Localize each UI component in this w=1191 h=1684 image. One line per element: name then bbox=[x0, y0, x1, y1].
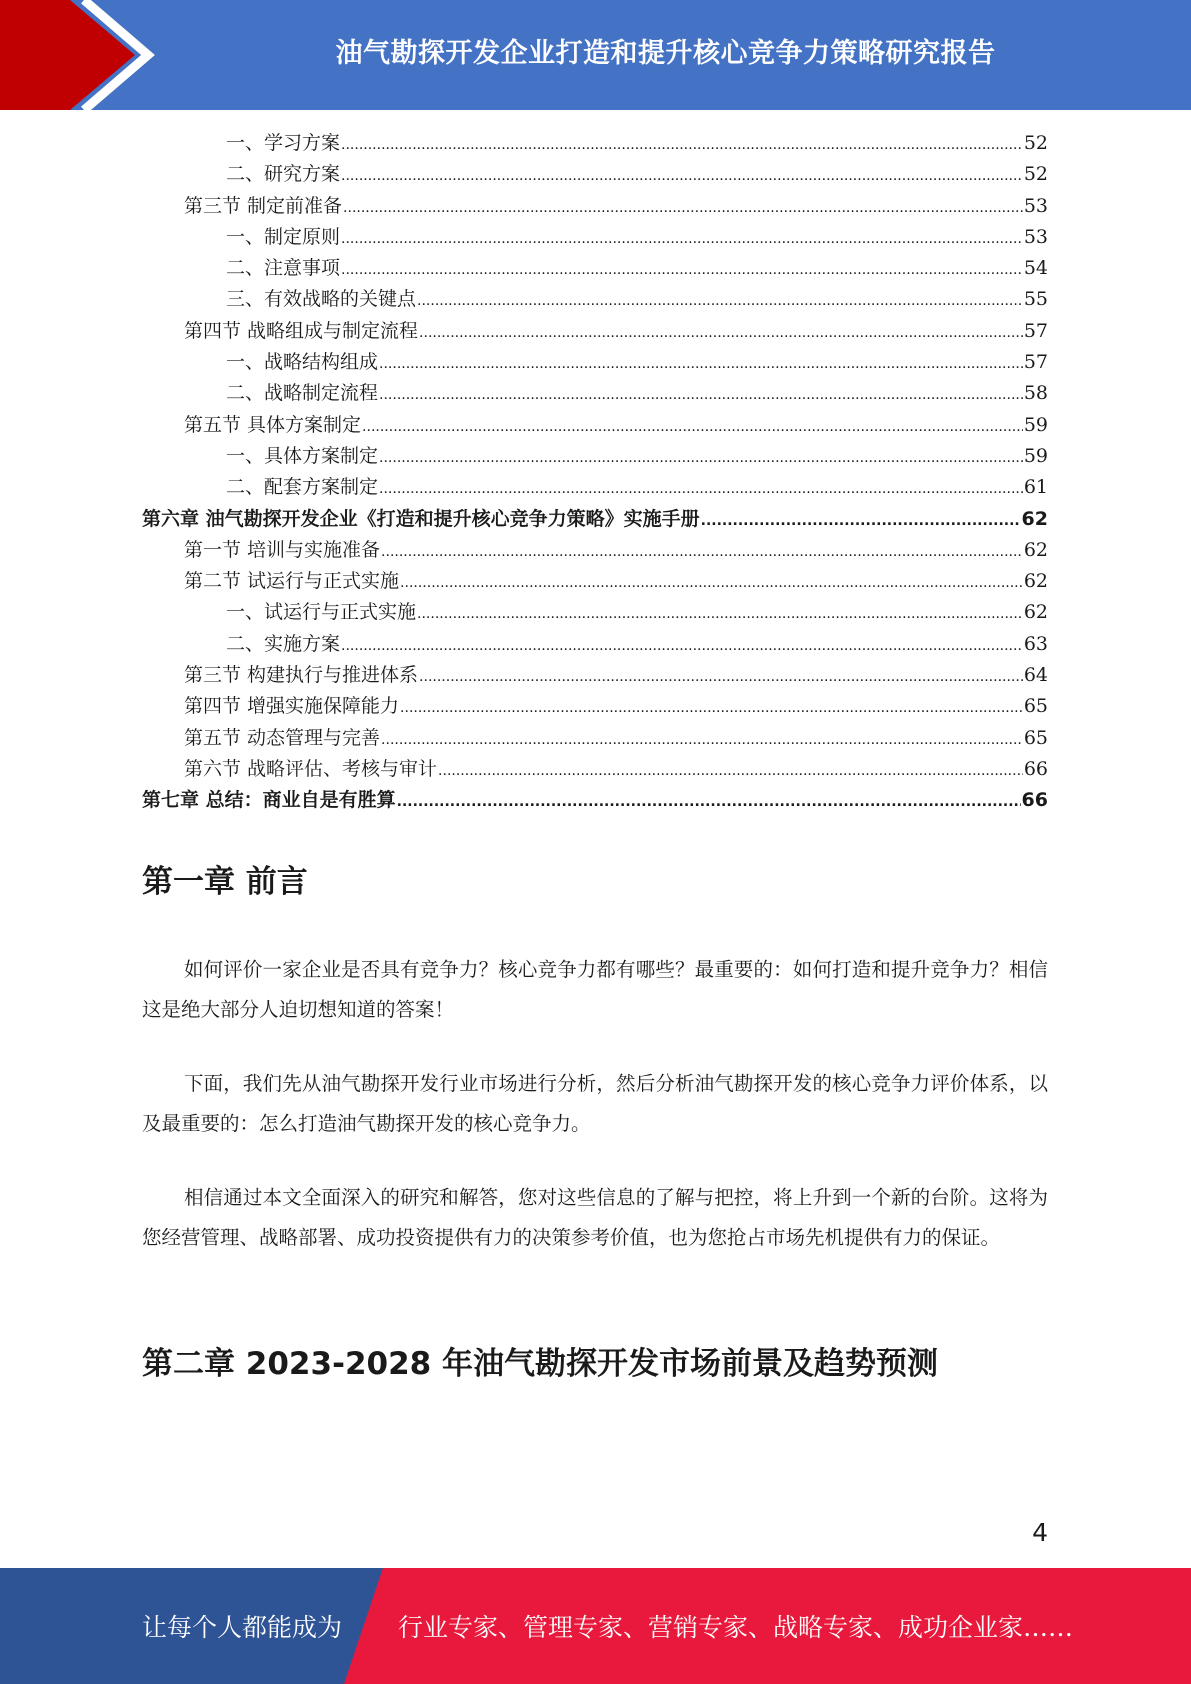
toc-entry[interactable] bbox=[142, 159, 1048, 190]
toc-leader-dots bbox=[341, 224, 1023, 255]
toc-entry-label: 第六节 战略评估、考核与审计 bbox=[184, 757, 438, 780]
header-arrow-graphic bbox=[0, 0, 160, 110]
toc-entry-label: 一、学习方案 bbox=[226, 132, 341, 154]
toc-entry-page: 59 bbox=[1023, 444, 1048, 467]
toc-entry-page: 57 bbox=[1023, 351, 1048, 374]
toc-entry[interactable] bbox=[142, 191, 1048, 222]
toc-entry[interactable] bbox=[142, 222, 1048, 253]
toc-entry-page: 53 bbox=[1023, 225, 1048, 248]
report-title: 油气勘探开发企业打造和提升核心竞争力策略研究报告 bbox=[335, 37, 996, 69]
toc-leader-dots bbox=[379, 474, 1023, 505]
toc-entry[interactable] bbox=[142, 441, 1048, 472]
toc-entry-page: 66 bbox=[1021, 789, 1048, 812]
toc-entry[interactable] bbox=[142, 660, 1048, 691]
toc-entry-label: 二、注意事项 bbox=[226, 257, 341, 280]
toc-leader-dots bbox=[341, 161, 1023, 192]
toc-entry-page: 52 bbox=[1023, 163, 1048, 186]
toc-leader-dots bbox=[400, 693, 1023, 724]
toc-entry-label: 第三节 构建执行与推进体系 bbox=[184, 664, 419, 687]
toc-entry-page: 62 bbox=[1021, 507, 1048, 530]
chapter-1-paragraph: 相信通过本文全面深入的研究和解答，您对这些信息的了解与把控，将上升到一个新的台阶。这将为您经营管理、战略部署、成功投资提供有力的决策参考价值，也为您抢占市场先机提供有力的保证。 bbox=[142, 1186, 1048, 1249]
chapter-1-paragraph: 如何评价一家企业是否具有竞争力？核心竞争力都有哪些？最重要的：如何打造和提升竞争力？相信这是绝大部分人迫切想知道的答案！ bbox=[142, 958, 1048, 1021]
toc-leader-dots bbox=[701, 506, 1021, 537]
toc-leader-dots bbox=[419, 318, 1023, 349]
toc-leader-dots bbox=[341, 631, 1023, 662]
toc-leader-dots bbox=[362, 412, 1023, 443]
toc-entry-label: 一、具体方案制定 bbox=[226, 444, 379, 467]
toc-entry-page: 54 bbox=[1023, 257, 1048, 280]
toc-entry-label: 二、战略制定流程 bbox=[226, 382, 379, 405]
toc-entry-label: 一、试运行与正式实施 bbox=[226, 601, 417, 624]
toc-entry-label: 第四节 增强实施保障能力 bbox=[184, 695, 400, 718]
toc-entry-label: 一、制定原则 bbox=[226, 225, 341, 248]
toc-leader-dots bbox=[341, 255, 1023, 286]
toc-entry-label: 第一节 培训与实施准备 bbox=[184, 538, 381, 561]
toc-entry-label: 第五节 具体方案制定 bbox=[184, 413, 362, 436]
toc-entry[interactable] bbox=[142, 128, 1048, 159]
toc-leader-dots bbox=[379, 349, 1023, 380]
toc-entry[interactable] bbox=[142, 754, 1048, 785]
toc-leader-dots bbox=[417, 286, 1023, 317]
toc-leader-dots bbox=[341, 130, 1023, 161]
footer-slogan-left: 让每个人都能成为 bbox=[142, 1613, 343, 1642]
chapter-1-heading: 第一章 前言 bbox=[142, 864, 308, 900]
toc-entry-label: 二、研究方案 bbox=[226, 163, 341, 186]
chapter-2-heading: 第二章 2023-2028 年油气勘探开发市场前景及趋势预测 bbox=[142, 1346, 939, 1382]
toc-entry-page: 65 bbox=[1023, 726, 1048, 749]
toc-entry-label: 第三节 制定前准备 bbox=[184, 194, 343, 217]
toc-entry[interactable] bbox=[142, 472, 1048, 503]
toc-entry-page: 53 bbox=[1023, 194, 1048, 217]
toc-entry[interactable] bbox=[142, 629, 1048, 660]
toc-entry[interactable] bbox=[142, 410, 1048, 441]
toc-leader-dots bbox=[419, 662, 1023, 693]
toc-leader-dots bbox=[417, 599, 1023, 630]
toc-leader-dots bbox=[400, 568, 1023, 599]
toc-leader-dots bbox=[379, 380, 1023, 411]
toc-entry[interactable] bbox=[142, 504, 1048, 535]
toc-entry[interactable] bbox=[142, 284, 1048, 315]
toc-entry-label: 第二节 试运行与正式实施 bbox=[184, 570, 400, 593]
toc-entry[interactable] bbox=[142, 785, 1048, 816]
toc-entry[interactable] bbox=[142, 597, 1048, 628]
chapter-1-paragraph: 下面，我们先从油气勘探开发行业市场进行分析，然后分析油气勘探开发的核心竞争力评价体系，以及最重要的：怎么打造油气勘探开发的核心竞争力。 bbox=[142, 1072, 1048, 1135]
toc-entry-label: 第六章 油气勘探开发企业《打造和提升核心竞争力策略》实施手册 bbox=[142, 507, 700, 530]
toc-entry[interactable] bbox=[142, 316, 1048, 347]
toc-entry[interactable] bbox=[142, 566, 1048, 597]
toc-entry-page: 65 bbox=[1023, 695, 1048, 718]
toc-leader-dots bbox=[381, 537, 1023, 568]
page-footer bbox=[0, 1568, 1191, 1684]
toc-entry-page: 62 bbox=[1023, 538, 1048, 561]
toc-entry-label: 第四节 战略组成与制定流程 bbox=[184, 319, 419, 342]
page-header bbox=[0, 0, 1191, 110]
toc-entry-page: 64 bbox=[1023, 664, 1048, 687]
toc-entry-label: 第五节 动态管理与完善 bbox=[184, 726, 381, 749]
toc-entry-page: 57 bbox=[1023, 319, 1048, 342]
toc-entry-label: 一、战略结构组成 bbox=[226, 351, 379, 374]
toc-entry-label: 第七章 总结：商业自是有胜算 bbox=[142, 789, 396, 812]
page-number: 4 bbox=[1032, 1518, 1048, 1547]
toc-leader-dots bbox=[397, 787, 1021, 818]
toc-entry[interactable] bbox=[142, 378, 1048, 409]
toc-entry[interactable] bbox=[142, 535, 1048, 566]
toc-entry-label: 二、实施方案 bbox=[226, 632, 341, 655]
toc-entry-page: 61 bbox=[1023, 476, 1048, 499]
toc-entry-page: 58 bbox=[1023, 382, 1048, 405]
toc-entry[interactable] bbox=[142, 691, 1048, 722]
toc-leader-dots bbox=[343, 193, 1023, 224]
toc-entry[interactable] bbox=[142, 253, 1048, 284]
toc-entry[interactable] bbox=[142, 347, 1048, 378]
toc-leader-dots bbox=[438, 756, 1023, 787]
toc-leader-dots bbox=[381, 725, 1023, 756]
toc-entry-page: 66 bbox=[1023, 757, 1048, 780]
toc-entry[interactable] bbox=[142, 723, 1048, 754]
toc-entry-label: 三、有效战略的关键点 bbox=[226, 288, 417, 311]
toc-leader-dots bbox=[379, 443, 1023, 474]
toc-entry-page: 55 bbox=[1023, 288, 1048, 311]
footer-slogan-right: 行业专家、管理专家、营销专家、战略专家、成功企业家…… bbox=[398, 1613, 1074, 1642]
toc-entry-page: 59 bbox=[1023, 413, 1048, 436]
toc-entry-label: 二、配套方案制定 bbox=[226, 476, 379, 499]
toc-entry-page: 62 bbox=[1023, 570, 1048, 593]
table-of-contents bbox=[142, 128, 1048, 817]
toc-entry-page: 52 bbox=[1023, 132, 1048, 154]
toc-entry-page: 63 bbox=[1023, 632, 1048, 655]
toc-entry-page: 62 bbox=[1023, 601, 1048, 624]
header-red-arrow bbox=[0, 0, 135, 110]
